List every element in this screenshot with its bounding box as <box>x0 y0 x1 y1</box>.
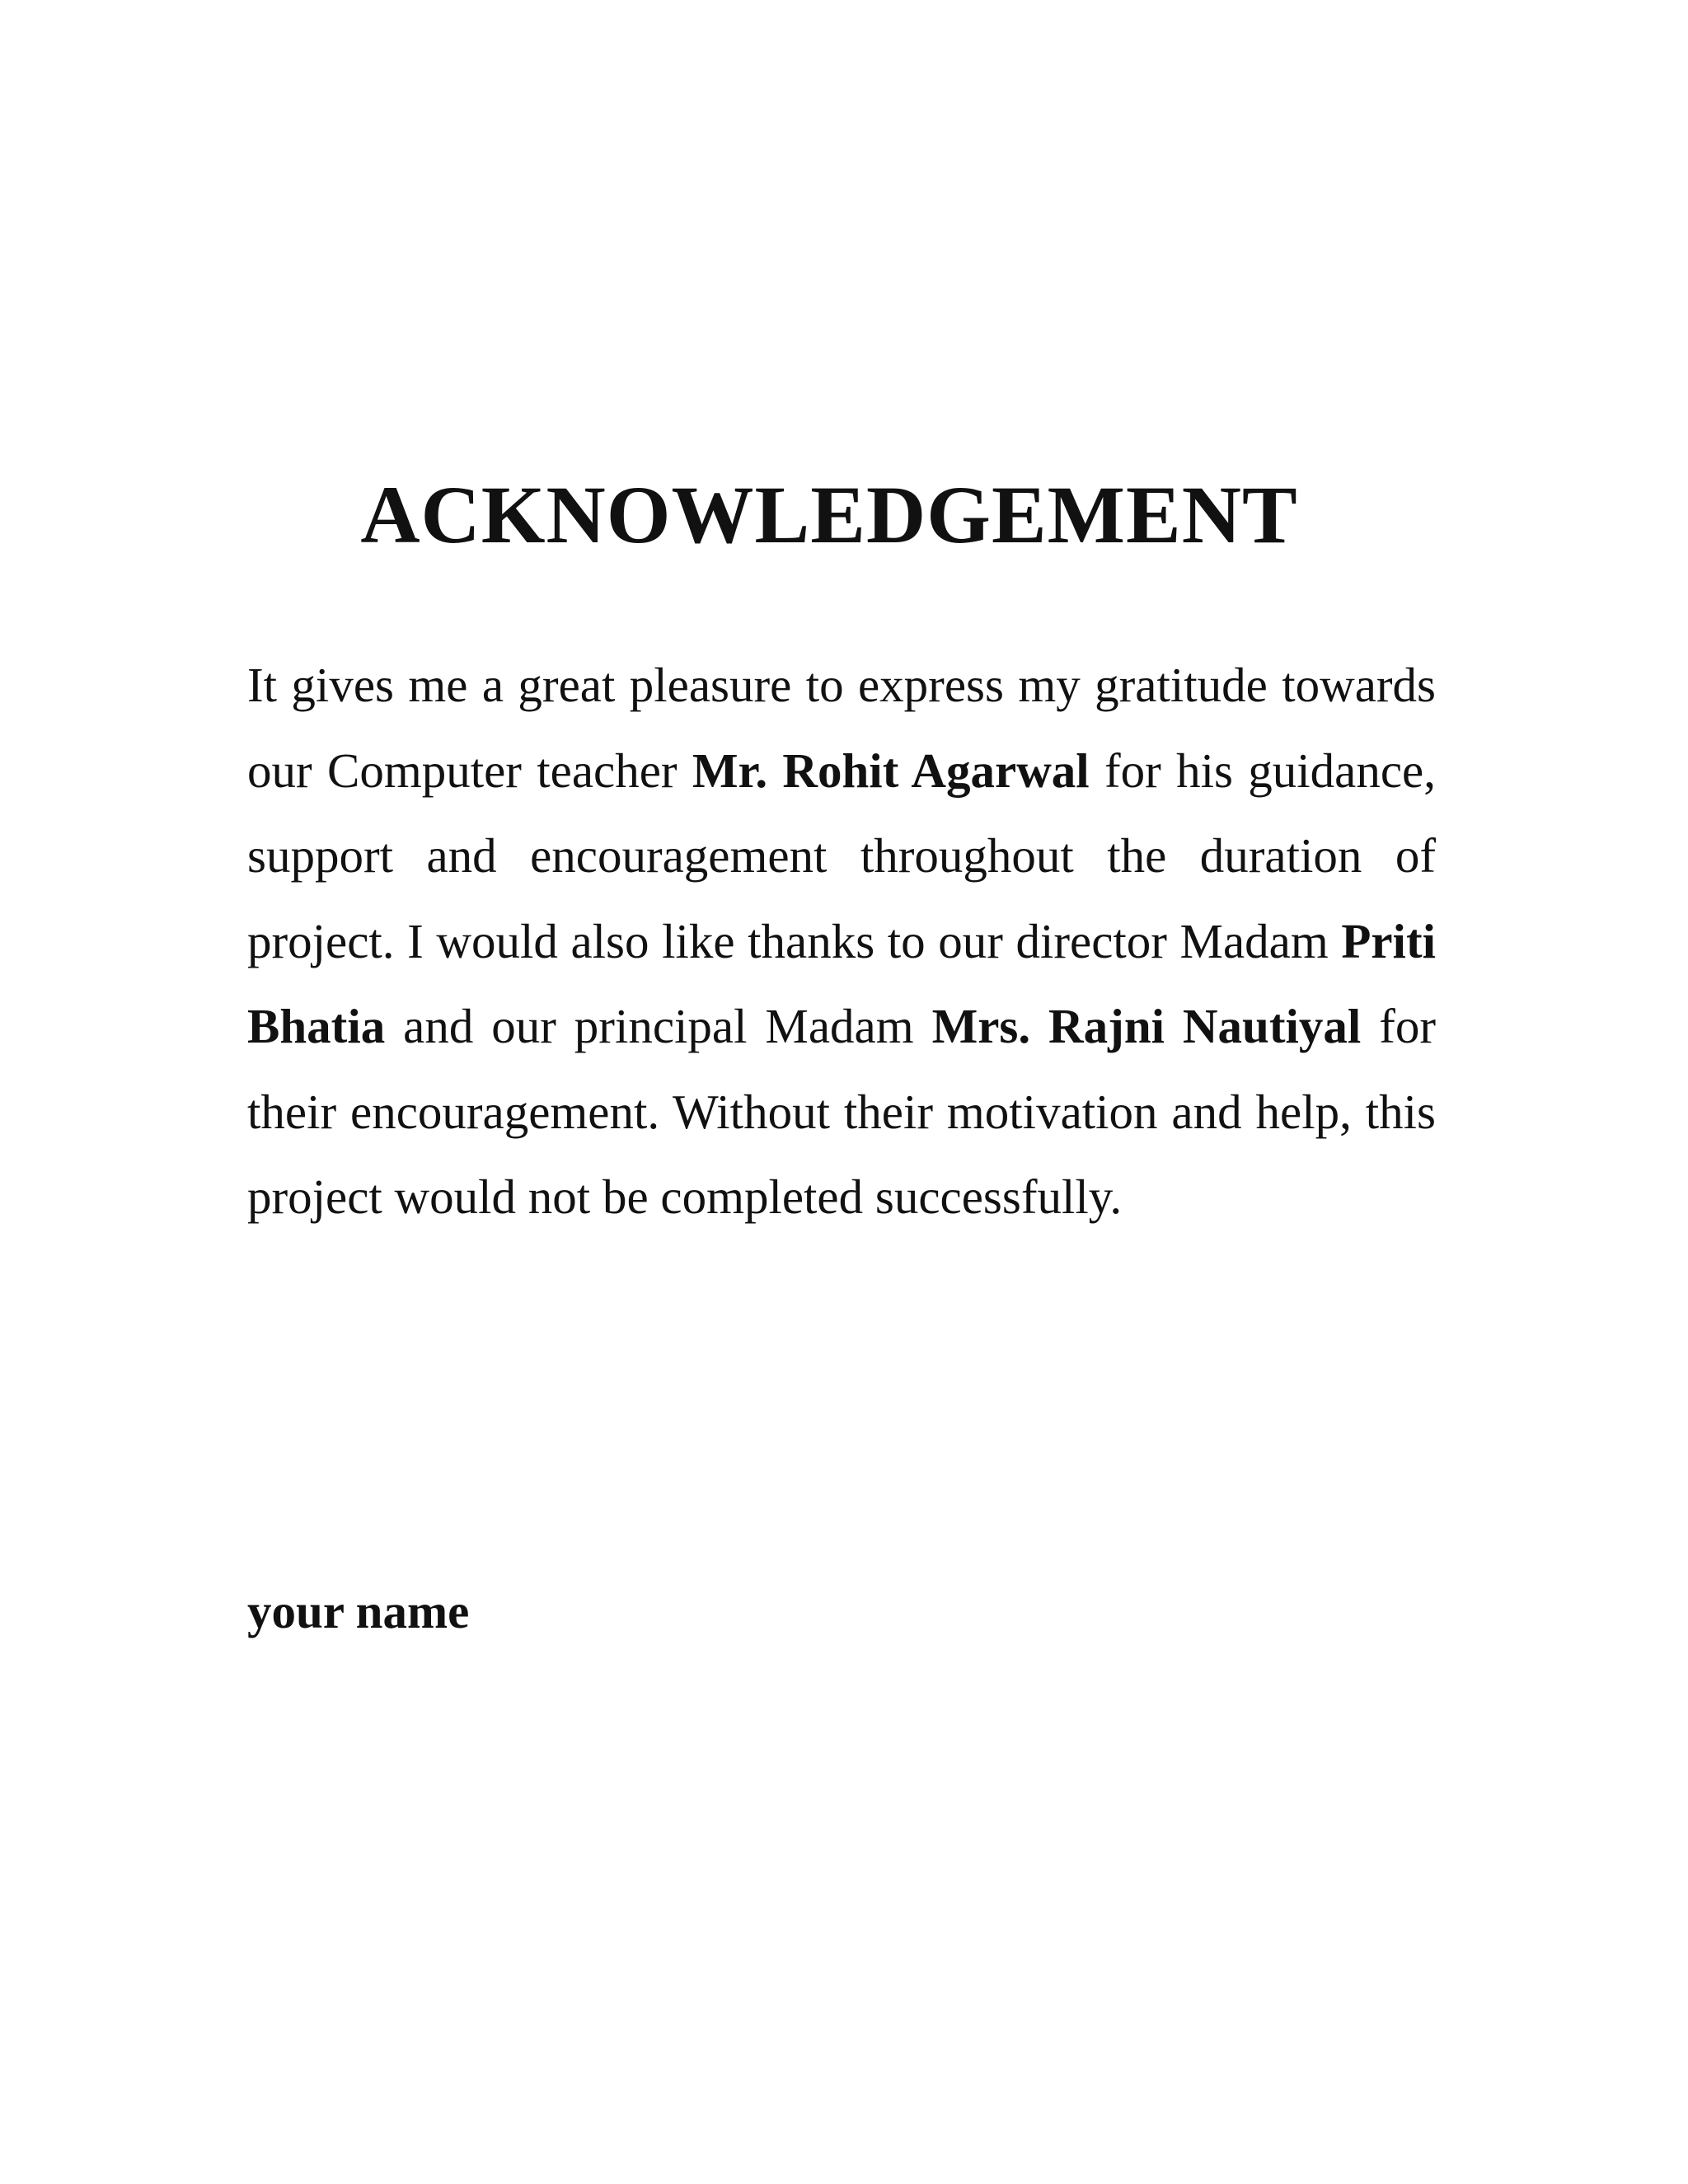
acknowledgement-paragraph <box>247 643 1436 1240</box>
principal-name: Mrs. Rajni Nautiyal <box>931 999 1362 1053</box>
teacher-name: Mr. Rohit Agarwal <box>692 743 1090 798</box>
paragraph-text-2: for his guidance, support and encouragement throughout the duration of project. I would also like thanks to our director Madam <box>247 743 1436 968</box>
page-title: ACKNOWLEDGEMENT <box>360 469 1298 560</box>
paragraph-text-1: It gives me a great pleasure to express my gratitude towards our Computer teacher <box>247 658 1436 798</box>
signature-name: your name <box>247 1584 470 1638</box>
paragraph-text-3: and our principal Madam <box>385 999 932 1053</box>
director-name: Priti Bhatia <box>247 913 1436 1053</box>
paragraph-text-4: for their encouragement. Without their motivation and help, this project would not be completed successfully. <box>247 999 1437 1224</box>
